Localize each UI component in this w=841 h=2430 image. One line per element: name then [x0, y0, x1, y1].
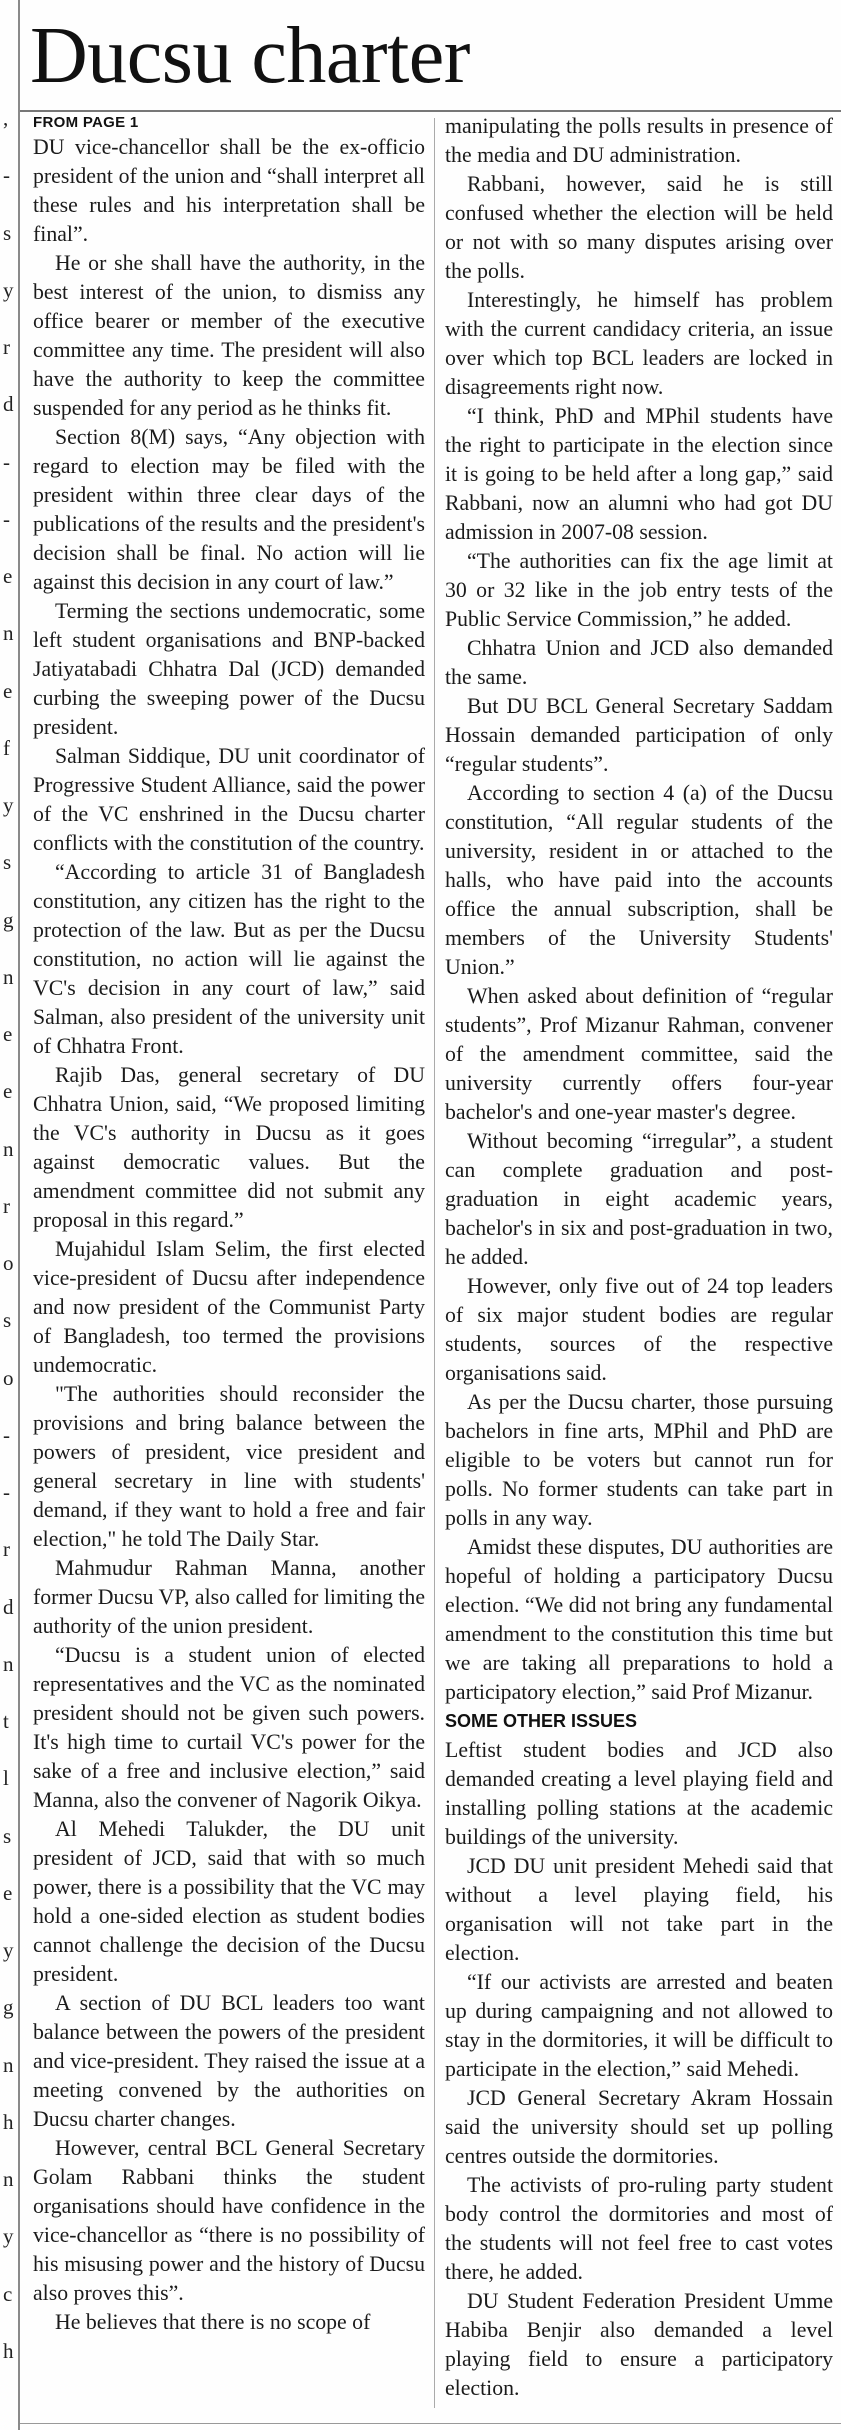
fragment-glyph: r: [3, 1194, 10, 1218]
fragment-glyph: o: [3, 1366, 14, 1390]
fragment-glyph: ,: [3, 106, 9, 130]
fragment-glyph: g: [3, 908, 14, 932]
fragment-glyph: y: [3, 2224, 14, 2248]
fragment-glyph: s: [3, 1824, 12, 1848]
paragraph: However, central BCL General Secretary Golam Rabbani thinks the student organisations should have confidence in the vice-chancellor as “there is no possibility of his misusing power and the history of Ducsu also proves this”.: [33, 2136, 425, 2305]
paragraph: Rajib Das, general secretary of DU Chhatra Union, said, “We proposed limiting the VC's authority in Ducsu as it goes against democratic values. But the amendment committee did not submit any proposal in this regard.”: [33, 1063, 425, 1232]
fragment-glyph: n: [3, 621, 14, 645]
paragraph: Amidst these disputes, DU authorities are hopeful of holding a participatory Ducsu election. “We did not bring any fundamental amendment to the constitution this time but we are taking all preparations to hold a participatory election,” said Prof Mizanur.: [445, 1535, 833, 1704]
fragment-glyph: -: [3, 1423, 10, 1447]
paragraph: Section 8(M) says, “Any objection with regard to election may be filed with the president within three clear days of the publications of the results and the president's decision shall be final. No action will lie against this decision in any court of law.”: [33, 425, 425, 594]
bottom-rule: [20, 2423, 841, 2424]
paragraph: JCD General Secretary Akram Hossain said the university should set up polling centres outside the dormitories.: [445, 2086, 833, 2168]
fragment-glyph: h: [3, 2339, 14, 2363]
adjacent-column-fragment: [0, 108, 18, 2418]
fragment-glyph: y: [3, 1938, 14, 1962]
paragraph: As per the Ducsu charter, those pursuing bachelors in fine arts, MPhil and PhD are eligible to be voters but cannot run for polls. No former students can take part in polls in any way.: [445, 1390, 833, 1530]
headline: Ducsu charter: [30, 12, 470, 100]
fragment-glyph: g: [3, 1995, 14, 2019]
fragment-glyph: e: [3, 564, 13, 588]
column-rule-center: [434, 118, 435, 2408]
paragraph: Without becoming “irregular”, a student can complete graduation and post-graduation in eight academic years, bachelor's in six and post-graduation in two, he added.: [445, 1129, 833, 1269]
paragraph: He believes that there is no scope of: [55, 2310, 371, 2334]
paragraph: Terming the sections undemocratic, some left student organisations and BNP-backed Jatiyatabadi Chhatra Dal (JCD) demanded curbing the sweeping power of the Ducsu president.: [33, 599, 425, 739]
paragraph: The activists of pro-ruling party student body control the dormitories and most of the students will not feel free to cast votes there, he added.: [445, 2173, 833, 2284]
paragraph: Rabbani, however, said he is still confused whether the election will be held or not with so many disputes arising over the polls.: [445, 172, 833, 283]
paragraph: DU Student Federation President Umme Habiba Benjir also demanded a level playing field to ensure a participatory election.: [445, 2289, 833, 2400]
paragraph: manipulating the polls results in presence of the media and DU administration.: [445, 114, 833, 167]
column-rule-left: [18, 0, 20, 2430]
fragment-glyph: d: [3, 392, 14, 416]
fragment-glyph: d: [3, 1595, 14, 1619]
paragraph: When asked about definition of “regular students”, Prof Mizanur Rahman, convener of the amendment committee, said the university currently offers four-year bachelor's and one-year master's degree.: [445, 984, 833, 1124]
fragment-glyph: t: [3, 1709, 9, 1733]
fragment-glyph: n: [3, 2053, 14, 2077]
fragment-glyph: s: [3, 850, 12, 874]
paragraph: But DU BCL General Secretary Saddam Hossain demanded participation of only “regular students”.: [445, 694, 833, 776]
paragraph: Interestingly, he himself has problem with the current candidacy criteria, an issue over which top BCL leaders are locked in disagreements right now.: [445, 288, 833, 399]
paragraph: Mahmudur Rahman Manna, another former Ducsu VP, also called for limiting the authority of the union president.: [33, 1556, 425, 1638]
fragment-glyph: e: [3, 1022, 13, 1046]
fragment-glyph: -: [3, 163, 10, 187]
paragraph: JCD DU unit president Mehedi said that without a level playing field, his organisation will not take part in the election.: [445, 1854, 833, 1965]
paragraph: “According to article 31 of Bangladesh constitution, any citizen has the right to the protection of the law. But as per the Ducsu constitution, no action will lie against the VC's decision in any court of law,” said Salman, also president of the university unit of Chhatra Front.: [33, 860, 425, 1058]
kicker: FROM PAGE 1: [33, 114, 139, 131]
fragment-glyph: s: [3, 221, 12, 245]
fragment-glyph: h: [3, 2110, 14, 2134]
paragraph: "The authorities should reconsider the provisions and bring balance between the powers of president, vice president and general secretary in line with students' demand, if they want to hold a free and fair election," he told The Daily Star.: [33, 1382, 425, 1551]
paragraph: “Ducsu is a student union of elected representatives and the VC as the nominated president should not be given such powers. It's high time to curtail VC's power for the sake of a free and inclusive election,” said Manna, also the convener of Nagorik Oikya.: [33, 1643, 425, 1812]
paragraph: However, only five out of 24 top leaders of six major student bodies are regular students, sources of the respective organisations said.: [445, 1274, 833, 1385]
fragment-glyph: o: [3, 1251, 14, 1275]
fragment-glyph: l: [3, 1766, 9, 1790]
fragment-glyph: r: [3, 335, 10, 359]
paragraph: “The authorities can fix the age limit at 30 or 32 like in the job entry tests of the Public Service Commission,” he added.: [445, 549, 833, 631]
fragment-glyph: y: [3, 278, 14, 302]
paragraph: Chhatra Union and JCD also demanded the same.: [445, 636, 833, 689]
fragment-glyph: s: [3, 1308, 12, 1332]
article-column-1: [33, 112, 425, 2337]
fragment-glyph: f: [3, 736, 10, 760]
paragraph: “I think, PhD and MPhil students have the right to participate in the election since it is going to be held after a long gap,” said Rabbani, now an alumni who had got DU admission in 2007-08 session.: [445, 404, 833, 544]
fragment-glyph: n: [3, 1137, 14, 1161]
fragment-glyph: n: [3, 1652, 14, 1676]
paragraph: He or she shall have the authority, in the best interest of the union, to dismiss any office bearer or member of the executive committee any time. The president will also have the authority to keep the committee suspended for any period as he thinks fit.: [33, 251, 425, 420]
paragraph: Al Mehedi Talukder, the DU unit president of JCD, said that with so much power, there is a possibility that the VC may hold a one-sided election as student bodies cannot challenge the decision of the Ducsu president.: [33, 1817, 425, 1986]
fragment-glyph: c: [3, 2282, 13, 2306]
paragraph: Mujahidul Islam Selim, the first elected vice-president of Ducsu after independence and now president of the Communist Party of Bangladesh, too termed the provisions undemocratic.: [33, 1237, 425, 1377]
subhead: SOME OTHER ISSUES: [445, 1711, 638, 1731]
paragraph: A section of DU BCL leaders too want balance between the powers of the president and vice-president. They raised the issue at a meeting convened by the authorities on Ducsu charter changes.: [33, 1991, 425, 2131]
fragment-glyph: e: [3, 1079, 13, 1103]
paragraph: DU vice-chancellor shall be the ex-officio president of the union and “shall interpret all these rules and his interpretation shall be final”.: [33, 135, 425, 246]
fragment-glyph: n: [3, 2167, 14, 2191]
fragment-glyph: e: [3, 1881, 13, 1905]
fragment-glyph: -: [3, 450, 10, 474]
fragment-glyph: n: [3, 965, 14, 989]
fragment-glyph: -: [3, 507, 10, 531]
fragment-glyph: r: [3, 1537, 10, 1561]
fragment-glyph: e: [3, 679, 13, 703]
paragraph: “If our activists are arrested and beaten up during campaigning and not allowed to stay in the dormitories, it will be difficult to participate in the election,” said Mehedi.: [445, 1970, 833, 2081]
fragment-glyph: -: [3, 1480, 10, 1504]
paragraph: According to section 4 (a) of the Ducsu constitution, “All regular students of the university, resident in or attached to the halls, who have paid into the accounts office the annual subscription, shall be members of the University Students' Union.”: [445, 781, 833, 979]
paragraph: Salman Siddique, DU unit coordinator of Progressive Student Alliance, said the power of the VC enshrined in the Ducsu charter conflicts with the constitution of the country.: [33, 744, 425, 855]
fragment-glyph: y: [3, 793, 14, 817]
paragraph: Leftist student bodies and JCD also demanded creating a level playing field and installing polling stations at the academic buildings of the university.: [445, 1738, 833, 1849]
article-column-2: [445, 112, 833, 2403]
